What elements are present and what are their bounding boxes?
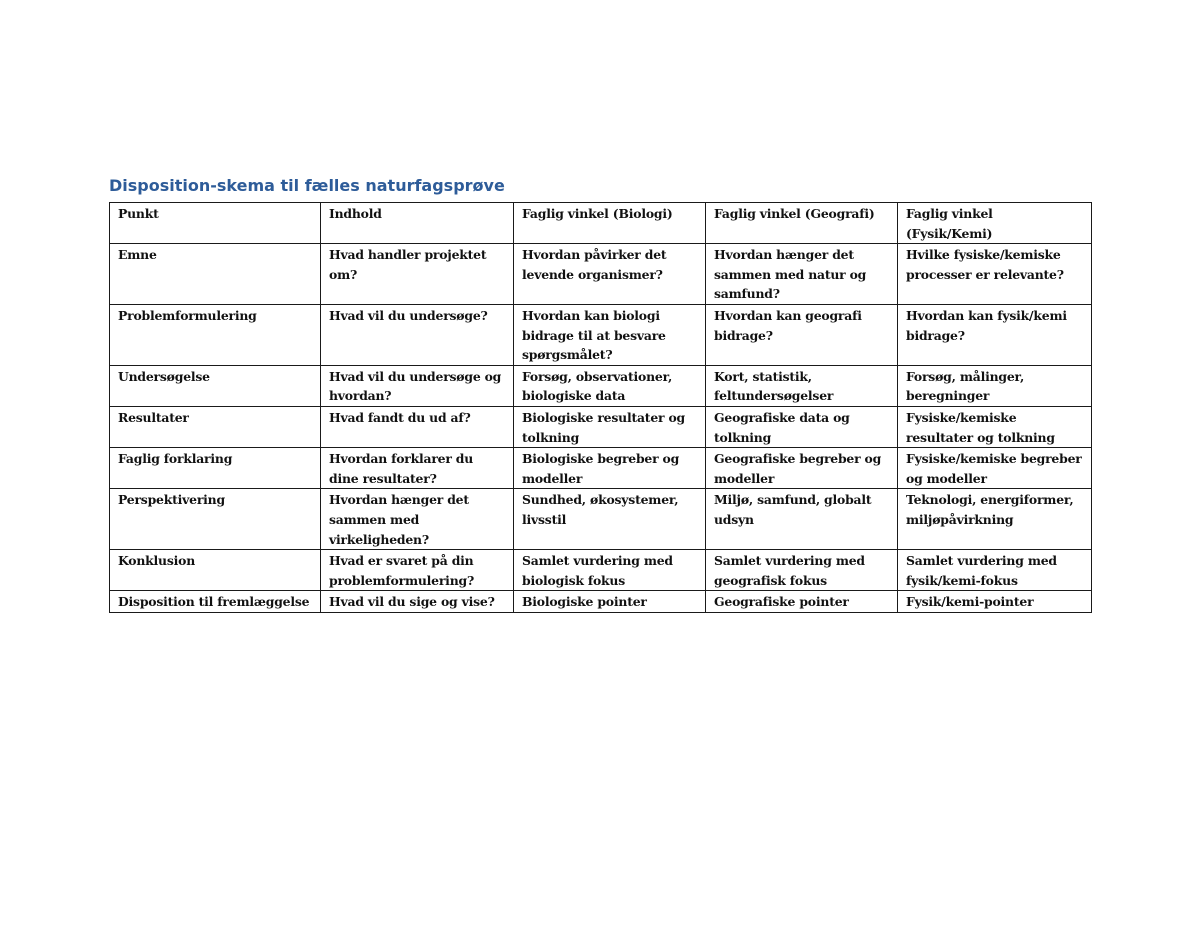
table-row [110,244,1092,305]
header-cell-geografi: Faglig vinkel (Geografi) [706,203,898,244]
table-cell: Fysiske/kemiske begreber og modeller [898,448,1092,489]
table-cell: Hvordan kan fysik/kemi bidrage? [898,304,1092,365]
table-cell: Forsøg, målinger, beregninger [898,365,1092,406]
table-cell: Hvad vil du undersøge? [321,304,514,365]
table-cell: Miljø, samfund, globalt udsyn [706,489,898,550]
table-cell: Teknologi, energiformer, miljøpåvirkning [898,489,1092,550]
table-cell: Fysik/kemi-pointer [898,591,1092,613]
table-cell: Konklusion [110,550,321,591]
table-cell: Biologiske resultater og tolkning [514,406,706,447]
table-cell: Undersøgelse [110,365,321,406]
table-row [110,406,1092,447]
table-cell: Faglig forklaring [110,448,321,489]
table-cell: Samlet vurdering med biologisk fokus [514,550,706,591]
table-cell: Hvad vil du sige og vise? [321,591,514,613]
table-cell: Hvordan forklarer du dine resultater? [321,448,514,489]
disposition-table [109,202,1092,613]
table-cell: Geografiske data og tolkning [706,406,898,447]
table-header-row [110,203,1092,244]
table-cell: Hvad vil du undersøge og hvordan? [321,365,514,406]
table-cell: Problemformulering [110,304,321,365]
table-cell: Hvordan kan biologi bidrage til at besvare spørgsmålet? [514,304,706,365]
table-cell: Hvordan kan geografi bidrage? [706,304,898,365]
table-cell: Sundhed, økosystemer, livsstil [514,489,706,550]
table-cell: Resultater [110,406,321,447]
table-cell: Perspektivering [110,489,321,550]
table-cell: Hvilke fysiske/kemiske processer er relevante? [898,244,1092,305]
table-cell: Hvad fandt du ud af? [321,406,514,447]
table-cell: Geografiske pointer [706,591,898,613]
table-cell: Biologiske begreber og modeller [514,448,706,489]
table-cell: Emne [110,244,321,305]
table-cell: Hvordan hænger det sammen med virkeligheden? [321,489,514,550]
header-cell-indhold: Indhold [321,203,514,244]
table-cell: Disposition til fremlæggelse [110,591,321,613]
table-cell: Forsøg, observationer, biologiske data [514,365,706,406]
table-row [110,365,1092,406]
table-row [110,550,1092,591]
table-cell: Biologiske pointer [514,591,706,613]
table-row [110,304,1092,365]
header-cell-fysik-kemi: Faglig vinkel (Fysik/Kemi) [898,203,1092,244]
table-row [110,448,1092,489]
table-cell: Kort, statistik, feltundersøgelser [706,365,898,406]
page-title: Disposition-skema til fælles naturfagsprøve [109,176,505,195]
table-cell: Hvordan hænger det sammen med natur og samfund? [706,244,898,305]
table-row [110,591,1092,613]
table-cell: Hvordan påvirker det levende organismer? [514,244,706,305]
table-cell: Samlet vurdering med geografisk fokus [706,550,898,591]
table-cell: Hvad er svaret på din problemformulering? [321,550,514,591]
table-cell: Fysiske/kemiske resultater og tolkning [898,406,1092,447]
header-cell-punkt: Punkt [110,203,321,244]
table-cell: Samlet vurdering med fysik/kemi-fokus [898,550,1092,591]
table-cell: Geografiske begreber og modeller [706,448,898,489]
table-cell: Hvad handler projektet om? [321,244,514,305]
header-cell-biologi: Faglig vinkel (Biologi) [514,203,706,244]
table-row [110,489,1092,550]
